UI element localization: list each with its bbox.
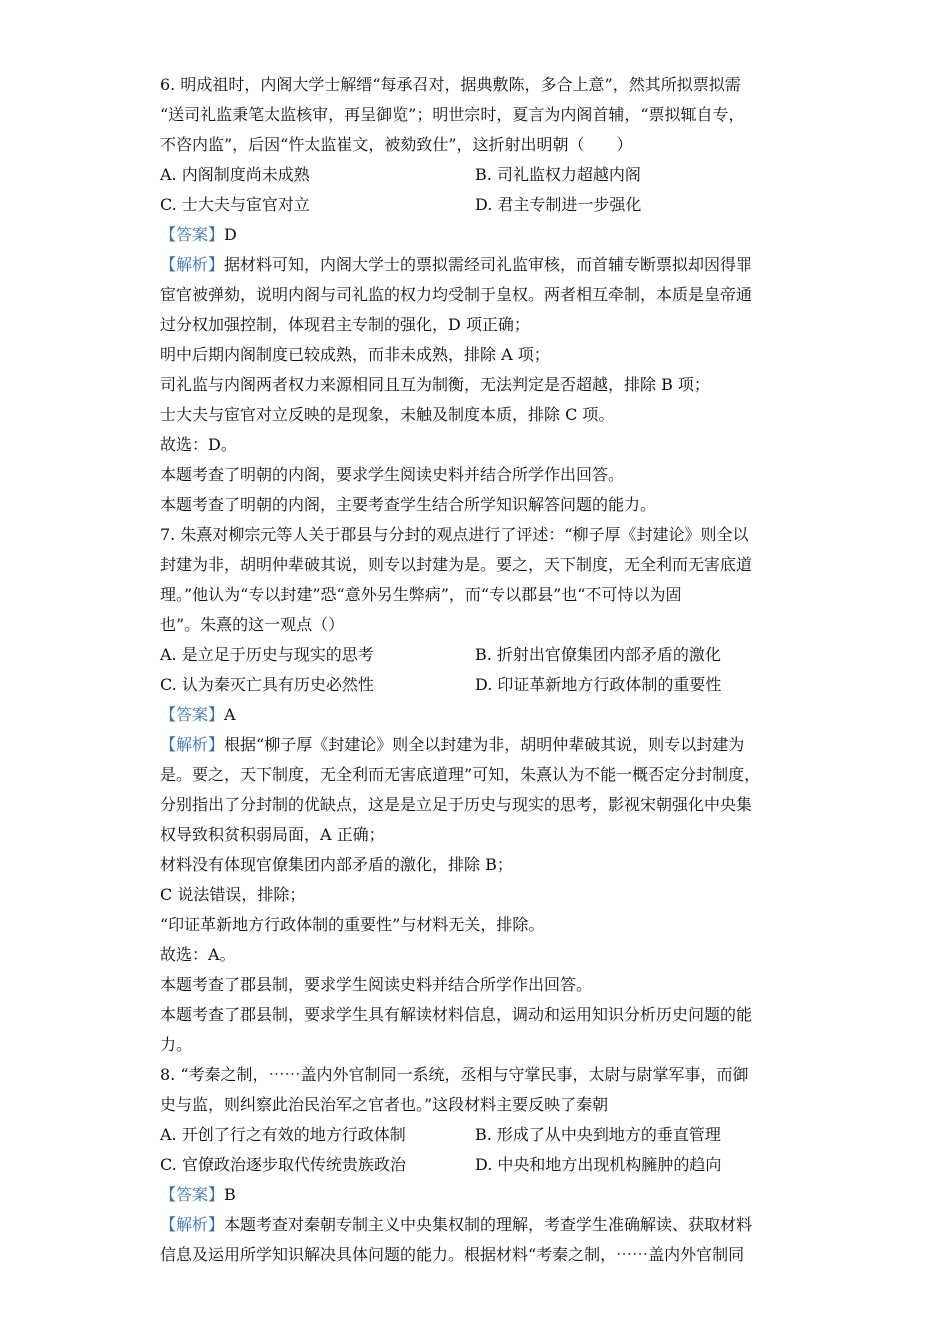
options-row <box>160 1120 790 1150</box>
analysis-tag: 【解析】 <box>160 735 225 754</box>
analysis-line <box>160 1210 790 1240</box>
option-a: A. 开创了行之有效的地方行政体制 <box>160 1125 406 1144</box>
options-row <box>160 160 790 190</box>
question-stem-line: 也”。朱熹的这一观点（） <box>160 615 345 634</box>
option-d: D. 中央和地方出现机构臃肿的趋向 <box>475 1155 722 1174</box>
question-stem-line: 不咨内监”，后因“忤太监崔文，被劾致仕”，这折射出明朝（ ） <box>160 135 633 154</box>
option-c: C. 士大夫与宦官对立 <box>160 195 310 214</box>
question-stem-line: 6. 明成祖时，内阁大学士解缙“每承召对，据典敷陈，多合上意”，然其所拟票拟需 <box>160 75 741 94</box>
option-b: B. 形成了从中央到地方的垂直管理 <box>475 1125 721 1144</box>
option-b: B. 司礼监权力超越内阁 <box>475 165 641 184</box>
answer-line <box>160 1180 790 1210</box>
analysis-line: 士大夫与宦官对立反映的是现象，未触及制度本质，排除 C 项。 <box>160 405 615 424</box>
option-a: A. 内阁制度尚未成熟 <box>160 165 310 184</box>
analysis-tag: 【解析】 <box>160 255 225 274</box>
analysis-line: 本题考查了郡县制，要求学生阅读史料并结合所学作出回答。 <box>160 975 593 994</box>
option-b: B. 折射出官僚集团内部矛盾的激化 <box>475 645 721 664</box>
question-stem-line: 7. 朱熹对柳宗元等人关于郡县与分封的观点进行了评述：“柳子厚《封建论》则全以 <box>160 525 749 544</box>
analysis-line: 本题考查了明朝的内阁，要求学生阅读史料并结合所学作出回答。 <box>160 465 625 484</box>
analysis-line: 宦官被弹劾，说明内阁与司礼监的权力均受制于皇权。两者相互牵制，本质是皇帝通 <box>160 285 753 304</box>
options-row <box>160 670 790 700</box>
analysis-text: 本题考查对秦朝专制主义中央集权制的理解，考查学生准确解读、获取材料 <box>224 1215 753 1234</box>
answer-value: D <box>224 225 237 244</box>
option-c: C. 认为秦灭亡具有历史必然性 <box>160 675 374 694</box>
option-d: D. 印证革新地方行政体制的重要性 <box>475 675 722 694</box>
analysis-line: 司礼监与内阁两者权力来源相同且互为制衡，无法判定是否超越，排除 B 项； <box>160 375 710 394</box>
question-stem-line: “送司礼监秉笔太监核审，再呈御览”；明世宗时，夏言为内阁首辅，“票拟辄自专， <box>160 105 745 124</box>
answer-line <box>160 700 790 730</box>
question-6 <box>160 70 790 520</box>
answer-value: B <box>224 1185 236 1204</box>
analysis-line: 故选：A。 <box>160 945 236 964</box>
answer-tag: 【答案】 <box>160 225 225 244</box>
document-body <box>160 70 790 1270</box>
question-stem-line: 理。”他认为“专以封建”恐“意外另生弊病”，而“专以郡县”也“不可恃以为固 <box>160 585 682 604</box>
analysis-line: “印证革新地方行政体制的重要性”与材料无关，排除。 <box>160 915 545 934</box>
analysis-line <box>160 250 790 280</box>
question-stem-line: 史与监，则纠察此治民治军之官者也。”这段材料主要反映了秦朝 <box>160 1095 609 1114</box>
analysis-line: C 说法错误，排除； <box>160 885 306 904</box>
question-stem-line: 封建为非，胡明仲辈破其说，则专以封建为是。要之，天下制度，无全利而无害底道 <box>160 555 753 574</box>
analysis-line <box>160 730 790 760</box>
option-d: D. 君主专制进一步强化 <box>475 195 642 214</box>
answer-tag: 【答案】 <box>160 1185 225 1204</box>
analysis-line: 权导致积贫积弱局面，A 正确； <box>160 825 385 844</box>
analysis-line: 故选：D。 <box>160 435 237 454</box>
analysis-text: 根据“柳子厚《封建论》则全以封建为非，胡明仲辈破其说，则专以封建为 <box>224 735 745 754</box>
answer-line <box>160 220 790 250</box>
analysis-tag: 【解析】 <box>160 1215 225 1234</box>
analysis-line: 力。 <box>160 1035 193 1054</box>
option-a: A. 是立足于历史与现实的思考 <box>160 645 374 664</box>
analysis-line: 是。要之，天下制度，无全利而无害底道理”可知，朱熹认为不能一概否定分封制度， <box>160 765 761 784</box>
answer-tag: 【答案】 <box>160 705 225 724</box>
question-8 <box>160 1060 790 1270</box>
option-c: C. 官僚政治逐步取代传统贵族政治 <box>160 1155 406 1174</box>
options-row <box>160 1150 790 1180</box>
options-row <box>160 640 790 670</box>
answer-value: A <box>224 705 236 724</box>
analysis-line: 材料没有体现官僚集团内部矛盾的激化，排除 B； <box>160 855 513 874</box>
analysis-line: 信息及运用所学知识解决具体问题的能力。根据材料“考秦之制，⋯⋯盖内外官制同 <box>160 1245 745 1264</box>
question-stem-line: 8. “考秦之制，⋯⋯盖内外官制同一系统，丞相与守掌民事，太尉与尉掌军事，而御 <box>160 1065 749 1084</box>
analysis-line: 过分权加强控制，体现君主专制的强化，D 项正确； <box>160 315 530 334</box>
analysis-line: 本题考查了明朝的内阁，主要考查学生结合所学知识解答问题的能力。 <box>160 495 657 514</box>
analysis-line: 分别指出了分封制的优缺点，这是是立足于历史与现实的思考，影视宋朝强化中央集 <box>160 795 753 814</box>
question-7 <box>160 520 790 1060</box>
analysis-line: 明中后期内阁制度已较成熟，而非未成熟，排除 A 项； <box>160 345 550 364</box>
analysis-line: 本题考查了郡县制，要求学生具有解读材料信息，调动和运用知识分析历史问题的能 <box>160 1005 753 1024</box>
analysis-text: 据材料可知，内阁大学士的票拟需经司礼监审核，而首辅专断票拟却因得罪 <box>224 255 753 274</box>
options-row <box>160 190 790 220</box>
